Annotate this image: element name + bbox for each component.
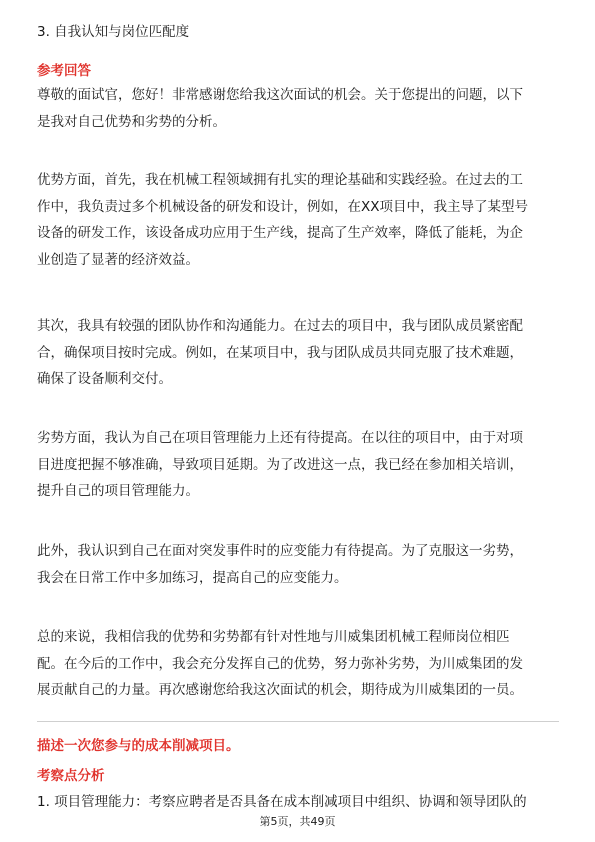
paragraph-line: 劣势方面，我认为自己在项目管理能力上还有待提高。在以往的项目中，由于对项: [37, 430, 523, 446]
question-title: 描述一次您参与的成本削减项目。: [37, 738, 240, 754]
paragraph-line: 我会在日常工作中多加练习，提高自己的应变能力。: [37, 569, 348, 586]
answer-paragraph-2: [37, 167, 559, 273]
paragraph-line: 确保了设备顺利交付。: [37, 371, 172, 387]
page-number: 第5页，共49页: [259, 815, 336, 828]
answer-paragraph-1: [37, 82, 559, 135]
paragraph-line: 配。在今后的工作中，我会充分发挥自己的优势，努力弥补劣势，为川威集团的发: [37, 655, 523, 672]
paragraph-line: 作中，我负责过多个机械设备的研发和设计，例如，在XX项目中，我主导了某型号: [37, 198, 528, 215]
paragraph-line: 展贡献自己的力量。再次感谢您给我这次面试的机会，期待成为川威集团的一员。: [37, 682, 523, 698]
paragraph-line: 尊敬的面试官，您好！非常感谢您给我这次面试的机会。关于您提出的问题，以下: [37, 87, 523, 103]
paragraph-line: 提升自己的项目管理能力。: [37, 483, 199, 499]
analysis-label: 考察点分析: [37, 768, 105, 784]
paragraph-line: 合，确保项目按时完成。例如，在某项目中，我与团队成员共同克服了技术难题，: [37, 344, 523, 361]
answer-paragraph-4: [37, 425, 559, 505]
paragraph-line: 总的来说，我相信我的优势和劣势都有针对性地与川威集团机械工程师岗位相匹: [37, 629, 510, 645]
section-heading: 3. 自我认知与岗位匹配度: [37, 24, 190, 40]
section-divider: [37, 721, 559, 722]
paragraph-line: 是我对自己优势和劣势的分析。: [37, 113, 226, 130]
answer-paragraph-6: [37, 624, 559, 704]
answer-paragraph-3: [37, 313, 559, 393]
paragraph-line: 其次，我具有较强的团队协作和沟通能力。在过去的项目中，我与团队成员紧密配: [37, 318, 523, 334]
answer-paragraph-5: [37, 538, 559, 591]
paragraph-line: 此外，我认识到自己在面对突发事件时的应变能力有待提高。为了克服这一劣势，: [37, 543, 523, 559]
paragraph-line: 设备的研发工作，该设备成功应用于生产线，提高了生产效率，降低了能耗，为企: [37, 225, 523, 241]
analysis-item: 1. 项目管理能力：考察应聘者是否具备在成本削减项目中组织、协调和领导团队的: [37, 794, 527, 810]
answer-label: 参考回答: [37, 63, 91, 79]
paragraph-line: 业创造了显著的经济效益。: [37, 251, 199, 268]
paragraph-line: 优势方面，首先，我在机械工程领域拥有扎实的理论基础和实践经验。在过去的工: [37, 172, 523, 188]
paragraph-line: 目进度把握不够准确，导致项目延期。为了改进这一点，我已经在参加相关培训，: [37, 456, 523, 473]
